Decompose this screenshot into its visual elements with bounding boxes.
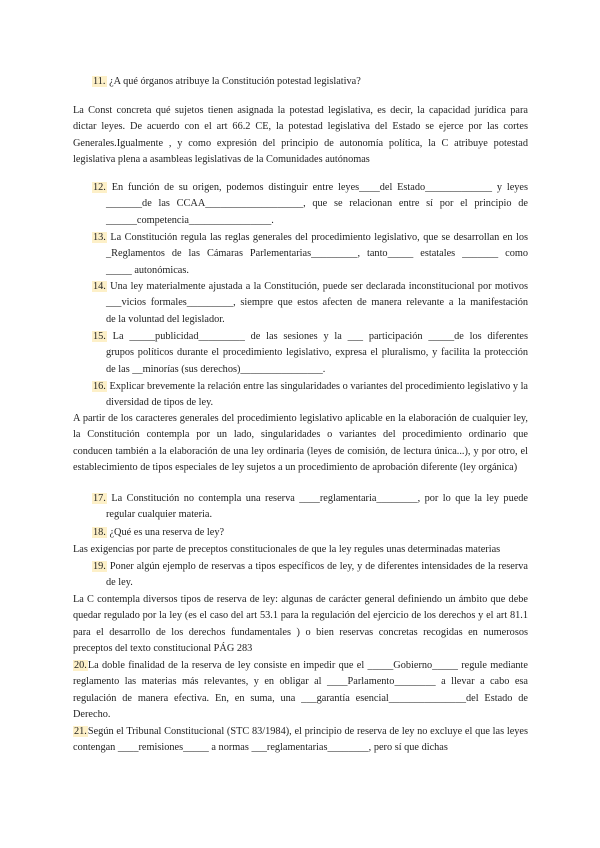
question-number: 12. — [93, 182, 106, 193]
question-13 — [92, 230, 528, 279]
question-line: grupos políticos durante el procedimiento legislativo, expresa el pluralismo, y facilita la protección — [106, 347, 528, 359]
question-line: Derecho. — [73, 709, 111, 721]
question-21 — [73, 724, 528, 757]
question-line: Una ley materialmente ajustada a la Constitución, puede ser declarada inconstitucional por motivos — [110, 281, 528, 292]
question-number: 11. — [93, 76, 106, 87]
question-line: de las __minorías (sus derechos)________________. — [106, 363, 326, 375]
answer-paragraph-11 — [73, 103, 528, 169]
question-line: diversidad de tipos de ley. — [106, 397, 214, 409]
paragraph-line: establecimiento de tipos especiales de ley sujetos a un procedimiento de aprobación diferente (ley orgánica) — [73, 462, 518, 474]
question-14 — [92, 279, 528, 328]
question-line: de la voluntad del legislador. — [106, 313, 225, 325]
question-line: contengan ____remisiones_____ a normas ___reglamentarias________, pero sí que dichas — [73, 742, 448, 754]
question-line: ___vicios formales_________, siempre que estos afecten de manera relevante a la manifestación — [106, 297, 528, 309]
question-line: reglamento las materias más relevantes, y en obligar al ____Parlamento________ a llevar a cabo esa — [73, 676, 528, 688]
question-line: La _____publicidad_________ de las sesiones y la ___ participación _____de los diferentes — [112, 331, 528, 342]
question-line: de ley. — [106, 577, 133, 589]
question-line: ______competencia________________. — [106, 214, 274, 226]
paragraph-line: quedar regulado por la ley (es el caso del art 53.1 para la regulación del ejercicio de los derechos y el art 81.1 — [73, 610, 528, 622]
paragraph-line: A partir de los caracteres generales del procedimiento legislativo aplicable en la elaboración de cualquier ley, — [73, 413, 528, 424]
question-line: Explicar brevemente la relación entre las singularidades o variantes del procedimiento legislativo y la — [109, 381, 528, 392]
question-line: La doble finalidad de la reserva de ley consiste en impedir que el _____Gobierno_____ regule mediante — [87, 660, 528, 671]
question-text: ¿A qué órganos atribuye la Constitución potestad legislativa? — [109, 76, 361, 87]
question-number: 21. — [74, 726, 87, 737]
question-19 — [92, 559, 528, 592]
paragraph-line: dictar leyes. De acuerdo con el art 66.2 CE, la potestad legislativa del Estado se ejerce por las cortes — [73, 121, 528, 133]
question-17 — [92, 491, 528, 524]
question-line: regular cualquier materia. — [106, 509, 213, 521]
paragraph-line: preceptos del texto constitucional PÁG 283 — [73, 643, 253, 655]
answer-paragraph-16 — [73, 411, 528, 477]
question-number: 14. — [93, 281, 106, 292]
paragraph-line: para el desarrollo de los derechos fundamentales ) o bien reservas concretas recogidas en numerosos — [73, 626, 528, 638]
answer-paragraph-18 — [73, 542, 528, 558]
question-line: _______de las CCAA___________________, que se relacionan entre sí por el principio de — [106, 198, 528, 210]
question-number: 15. — [93, 331, 106, 342]
question-11 — [92, 74, 528, 90]
question-number: 16. — [93, 381, 106, 392]
question-line: La Constitución regula las reglas generales del procedimiento legislativo, que se desarrollan en los — [110, 232, 528, 243]
question-15 — [92, 329, 528, 378]
question-number: 13. — [93, 232, 106, 243]
question-line: Según el Tribunal Constitucional (STC 83/1984), el principio de reserva de ley no excluye el que las leyes — [87, 726, 528, 737]
paragraph-line: conducen también a la elaboración de una ley ordinaria (leyes de comisión, de lectura única...), y por otro, el — [73, 445, 528, 457]
question-number: 19. — [93, 561, 106, 572]
question-number: 17. — [93, 493, 106, 504]
answer-paragraph-19 — [73, 592, 528, 658]
question-line: _Reglamentos de las Cámaras Parlementarias_________, tanto_____ estatales _______ como — [106, 248, 528, 260]
paragraph-line: La C contempla diversos tipos de reserva de ley: algunas de carácter general definiendo un ámbito que debe — [73, 594, 528, 605]
question-line: En función de su origen, podemos distinguir entre leyes____del Estado_____________ y leyes — [111, 182, 528, 193]
paragraph-line: legislativa plena a asambleas legislativas de la Comunidades autónomas — [73, 154, 370, 166]
question-number: 18. — [93, 527, 106, 538]
paragraph-line: la Constitución contempla por un lado, singularidades o variantes del procedimiento ordinario que — [73, 429, 528, 441]
question-line: _____ autonómicas. — [106, 264, 189, 276]
question-18 — [92, 525, 528, 541]
question-16 — [92, 379, 528, 412]
paragraph-line: Generales.Igualmente , y como expresión del principio de autonomía política, la C atribuye potestad — [73, 137, 528, 149]
question-line: La Constitución no contempla una reserva ____reglamentaria________, por lo que la ley puede — [111, 493, 528, 504]
paragraph-line: Las exigencias por parte de preceptos constitucionales de que la ley regules unas determinadas materias — [73, 544, 501, 555]
question-line: regulación de manera efectiva. En, en suma, una ___garantía esencial_______________del Estado de — [73, 692, 528, 704]
question-line: Poner algún ejemplo de reservas a tipos específicos de ley, y de diferentes intensidades de la reserva — [109, 561, 528, 572]
question-12 — [92, 180, 528, 229]
paragraph-line: La Const concreta qué sujetos tienen asignada la potestad legislativa, es decir, la capacidad jurídica para — [73, 105, 528, 116]
question-text: ¿Qué es una reserva de ley? — [109, 527, 225, 538]
question-number: 20. — [74, 660, 87, 671]
question-20 — [73, 658, 528, 724]
